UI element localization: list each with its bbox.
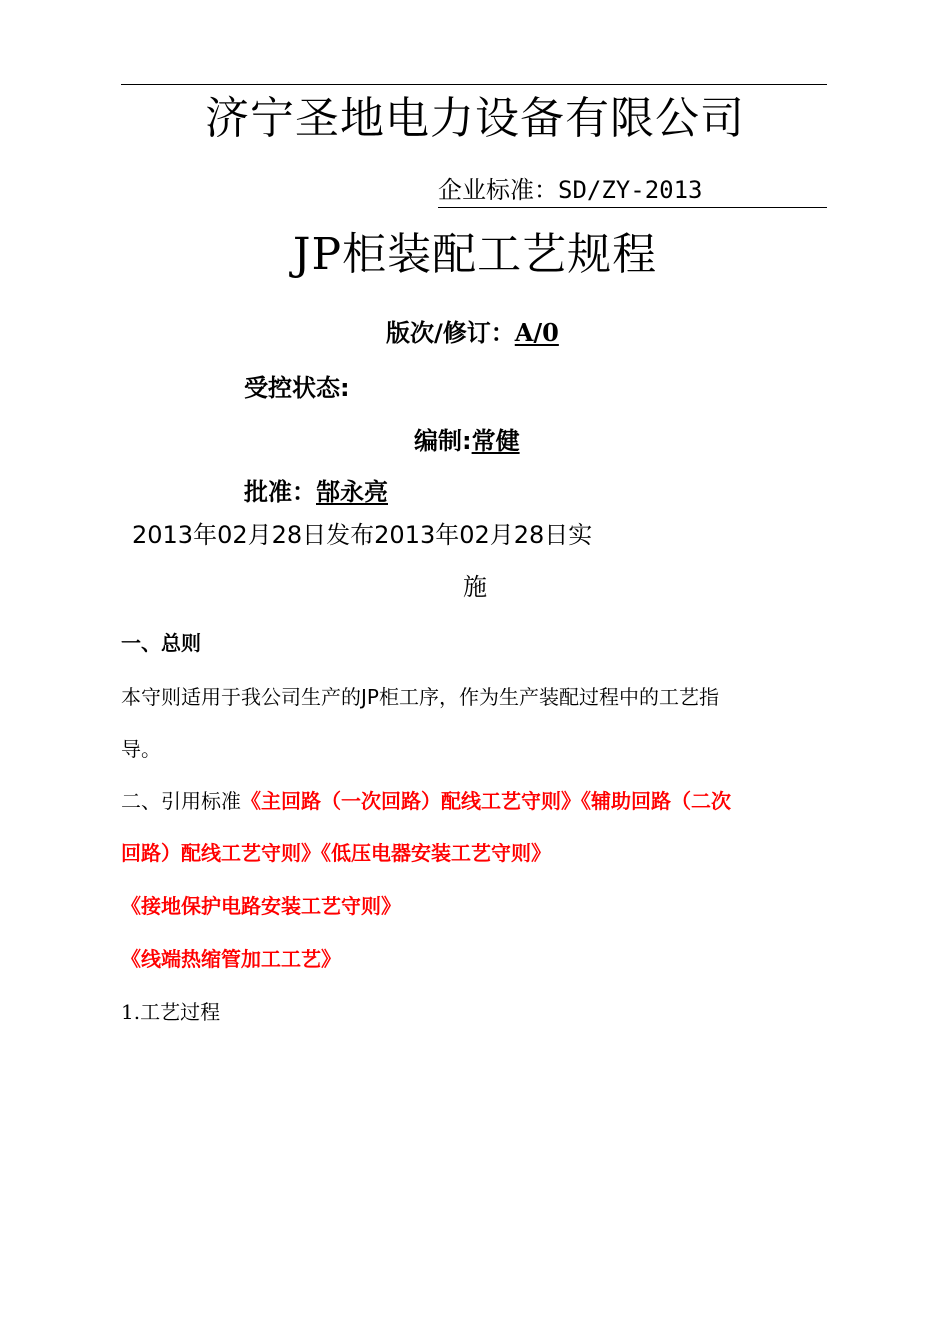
company-name: 济宁圣地电力设备有限公司 [205, 93, 745, 144]
general-text-line2: 导。 [121, 737, 161, 761]
control-status-line [244, 368, 350, 403]
reference-list-1[interactable]: 《主回路（一次回路）配线工艺守则》《辅助回路（二次 [241, 789, 731, 813]
control-status-label: 受控状态: [244, 374, 350, 402]
version-line [386, 313, 559, 348]
process-heading [121, 996, 220, 1025]
standard-label: 企业标准： [438, 176, 558, 204]
prepared-by-label: 编制: [414, 427, 472, 455]
document-title: JP柜装配工艺规程 [292, 229, 658, 280]
reference-list-2[interactable]: 回路）配线工艺守则》《低压电器安装工艺守则》 [121, 841, 551, 865]
version-label: 版次/修订： [386, 319, 515, 347]
general-text-line1: 本守则适用于我公司生产的JP柜工序，作为生产装配过程中的工艺指 [121, 685, 719, 709]
standard-code: SD/ZY-2013 [558, 176, 703, 204]
release-date-line: 2013年02月28日发布2013年02月28日实 [132, 521, 593, 549]
prepared-by-line [414, 421, 520, 456]
process-number: 1. [121, 1000, 141, 1024]
reference-list-3[interactable]: 《接地保护电路安装工艺守则》 [121, 894, 401, 918]
approved-by-value: 郜永亮 [316, 478, 388, 506]
process-title: 工艺过程 [140, 1000, 221, 1024]
approved-by-label: 批准： [244, 478, 316, 506]
reference-list-4[interactable]: 《线端热缩管加工工艺》 [121, 947, 341, 971]
approved-by-line [244, 472, 388, 507]
general-heading: 一、总则 [121, 631, 201, 655]
prepared-by-value: 常健 [471, 427, 520, 455]
standard-rule [438, 207, 827, 208]
enterprise-standard [438, 170, 703, 205]
release-date-wrap: 施 [463, 573, 487, 601]
references-heading: 二、引用标准 [121, 789, 241, 813]
references-line1 [121, 785, 731, 814]
version-value: A/0 [514, 318, 559, 347]
